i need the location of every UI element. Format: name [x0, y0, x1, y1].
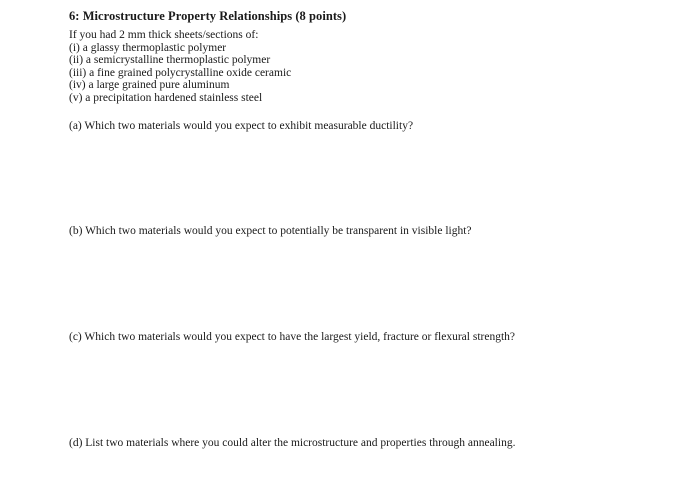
- material-item-iii: (iii) a fine grained polycrystalline oxide ceramic: [69, 66, 292, 79]
- problem-intro-block: [69, 29, 291, 105]
- question-b: (b) Which two materials would you expect to potentially be transparent in visible light?: [69, 225, 472, 237]
- intro-text: If you had 2 mm thick sheets/sections of:: [69, 29, 259, 41]
- material-item-iv: (iv) a large grained pure aluminum: [69, 79, 230, 92]
- material-item-i: (i) a glassy thermoplastic polymer: [69, 41, 227, 54]
- question-d: (d) List two materials where you could alter the microstructure and properties through annealing.: [69, 437, 516, 449]
- question-a: (a) Which two materials would you expect to exhibit measurable ductility?: [69, 120, 414, 132]
- problem-heading: 6: Microstructure Property Relationships (8 points): [69, 9, 347, 23]
- question-c: (c) Which two materials would you expect to have the largest yield, fracture or flexural strength?: [69, 331, 515, 343]
- material-item-ii: (ii) a semicrystalline thermoplastic polymer: [69, 54, 271, 67]
- material-item-v: (v) a precipitation hardened stainless steel: [69, 91, 263, 104]
